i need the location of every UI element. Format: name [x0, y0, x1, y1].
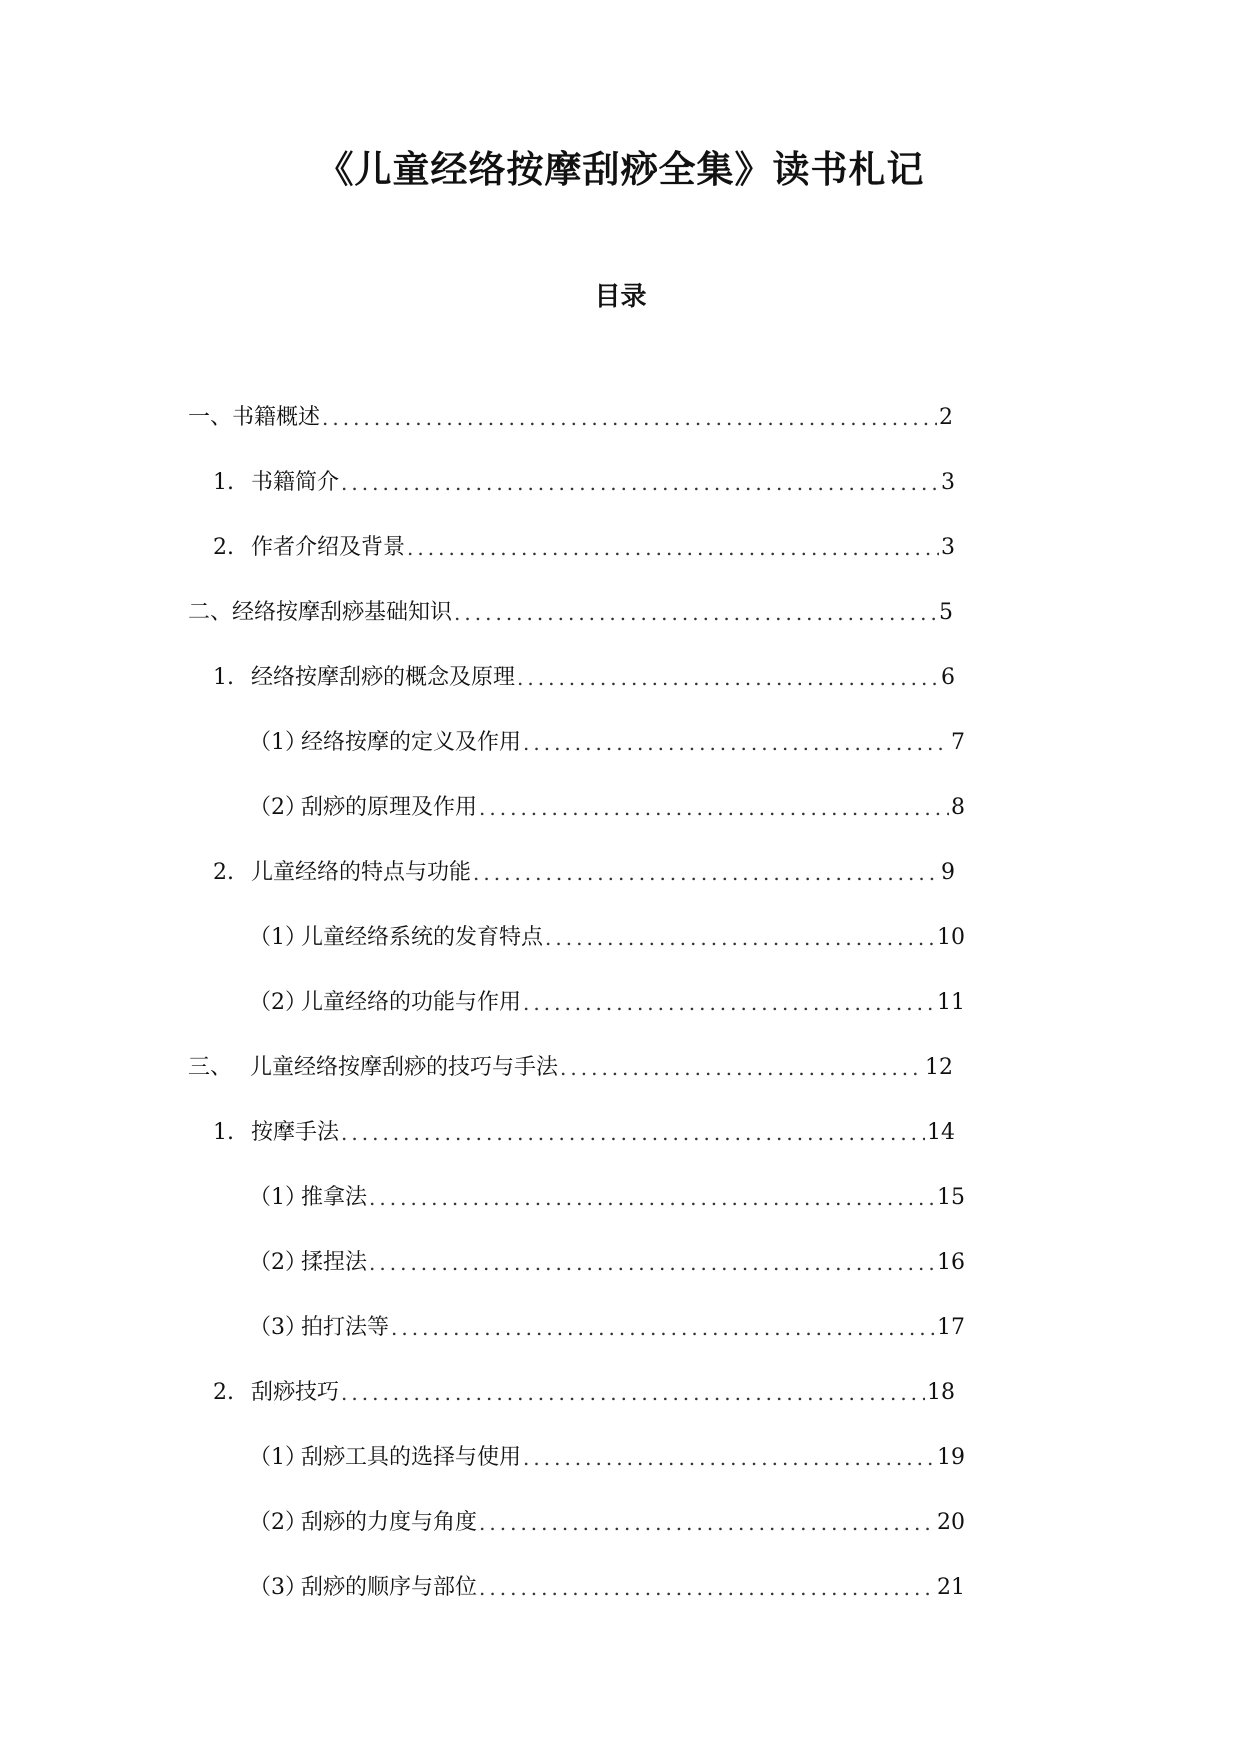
toc-entry-page: 10	[937, 924, 965, 950]
toc-entry[interactable]	[0, 645, 955, 710]
toc-entry-number: （3）	[249, 1314, 307, 1340]
toc-dot-leader	[322, 403, 937, 433]
toc-entry[interactable]	[0, 450, 955, 515]
toc-entry[interactable]	[0, 1555, 965, 1620]
toc-entry-page: 6	[941, 664, 955, 690]
toc-dot-leader	[545, 923, 935, 953]
toc-entry-title: 揉捏法	[301, 1249, 368, 1275]
toc-entry[interactable]	[0, 1035, 953, 1100]
toc-entry-title: 刮痧的力度与角度	[301, 1509, 478, 1535]
toc-dot-leader	[523, 1443, 935, 1473]
toc-entry[interactable]	[0, 1490, 965, 1555]
toc-entry-page: 3	[941, 469, 955, 495]
toc-entry-title: 书籍简介	[251, 469, 340, 495]
toc-entry-page: 2	[939, 404, 953, 430]
toc-entry-title: 按摩手法	[251, 1119, 340, 1145]
toc-dot-leader	[523, 988, 935, 1018]
toc-entry[interactable]	[0, 1425, 965, 1490]
toc-dot-leader	[454, 598, 937, 628]
toc-entry-page: 18	[927, 1379, 955, 1405]
toc-entry-number: （2）	[249, 989, 307, 1015]
toc-entry-title: 儿童经络的特点与功能	[251, 859, 472, 885]
toc-entry-page: 19	[937, 1444, 965, 1470]
toc-entry-page: 3	[941, 534, 955, 560]
toc-dot-leader	[341, 1118, 925, 1148]
toc-entry-number: （2）	[249, 794, 307, 820]
toc-entry-page: 15	[937, 1184, 965, 1210]
toc-entry-title: 刮痧的原理及作用	[301, 794, 478, 820]
toc-entry[interactable]	[0, 905, 965, 970]
toc-dot-leader	[560, 1053, 923, 1083]
toc-dot-leader	[369, 1183, 935, 1213]
toc-entry-title: 经络按摩的定义及作用	[301, 729, 522, 755]
toc-entry-title: 儿童经络系统的发育特点	[301, 924, 544, 950]
toc-entry-page: 16	[937, 1249, 965, 1275]
toc-entry-number: （3）	[249, 1574, 307, 1600]
toc-entry[interactable]	[0, 385, 953, 450]
toc-entry[interactable]	[0, 1295, 965, 1360]
toc-entry-number: 2.	[213, 534, 234, 560]
toc-entry-number: 二、	[188, 599, 233, 625]
toc-entry-number: （2）	[249, 1249, 307, 1275]
table-of-contents	[0, 385, 1241, 1620]
toc-entry-number: 2.	[213, 859, 234, 885]
toc-dot-leader	[391, 1313, 935, 1343]
toc-entry-title: 刮痧技巧	[251, 1379, 340, 1405]
toc-dot-leader	[341, 468, 939, 498]
toc-entry-page: 9	[941, 859, 955, 885]
document-title: 《儿童经络按摩刮痧全集》读书札记	[316, 148, 925, 191]
toc-entry[interactable]	[0, 970, 965, 1035]
toc-entry[interactable]	[0, 775, 965, 840]
toc-entry[interactable]	[0, 515, 955, 580]
toc-entry-title: 书籍概述	[232, 404, 321, 430]
toc-entry-number: 1.	[213, 664, 234, 690]
toc-entry-title: 作者介绍及背景	[251, 534, 406, 560]
toc-entry-number: 2.	[213, 1379, 234, 1405]
toc-entry-title: 拍打法等	[301, 1314, 390, 1340]
toc-dot-leader	[479, 793, 949, 823]
toc-entry-number: 一、	[188, 404, 233, 430]
toc-dot-leader	[473, 858, 939, 888]
toc-entry-title: 推拿法	[301, 1184, 368, 1210]
toc-entry-number: 1.	[213, 1119, 234, 1145]
toc-entry[interactable]	[0, 1100, 955, 1165]
toc-dot-leader	[517, 663, 939, 693]
toc-entry[interactable]	[0, 1360, 955, 1425]
toc-dot-leader	[407, 533, 939, 563]
toc-entry-page: 17	[937, 1314, 965, 1340]
toc-dot-leader	[523, 728, 949, 758]
toc-entry[interactable]	[0, 1165, 965, 1230]
toc-heading: 目录	[594, 282, 647, 312]
toc-dot-leader	[479, 1573, 935, 1603]
toc-entry[interactable]	[0, 580, 953, 645]
toc-dot-leader	[369, 1248, 935, 1278]
toc-entry-title: 儿童经络的功能与作用	[301, 989, 522, 1015]
toc-entry-title: 经络按摩刮痧基础知识	[232, 599, 453, 625]
toc-entry[interactable]	[0, 710, 965, 775]
toc-entry-page: 8	[951, 794, 965, 820]
toc-entry-title: 刮痧的顺序与部位	[301, 1574, 478, 1600]
toc-entry-number: （1）	[249, 729, 307, 755]
toc-entry-title: 刮痧工具的选择与使用	[301, 1444, 522, 1470]
toc-entry-page: 5	[939, 599, 953, 625]
toc-entry[interactable]	[0, 1230, 965, 1295]
toc-entry-page: 7	[951, 729, 965, 755]
toc-entry-page: 12	[925, 1054, 953, 1080]
toc-entry-page: 14	[927, 1119, 955, 1145]
toc-entry-number: （1）	[249, 1184, 307, 1210]
toc-entry-page: 21	[937, 1574, 965, 1600]
toc-entry-page: 20	[937, 1509, 965, 1535]
toc-entry-number: 三、	[188, 1054, 233, 1080]
toc-entry-page: 11	[937, 989, 965, 1015]
toc-dot-leader	[341, 1378, 925, 1408]
toc-entry-title: 经络按摩刮痧的概念及原理	[251, 664, 516, 690]
toc-entry-number: （1）	[249, 924, 307, 950]
toc-entry[interactable]	[0, 840, 955, 905]
toc-entry-number: （1）	[249, 1444, 307, 1470]
toc-entry-title: 儿童经络按摩刮痧的技巧与手法	[250, 1054, 559, 1080]
toc-entry-number: （2）	[249, 1509, 307, 1535]
toc-entry-number: 1.	[213, 469, 234, 495]
toc-dot-leader	[479, 1508, 935, 1538]
